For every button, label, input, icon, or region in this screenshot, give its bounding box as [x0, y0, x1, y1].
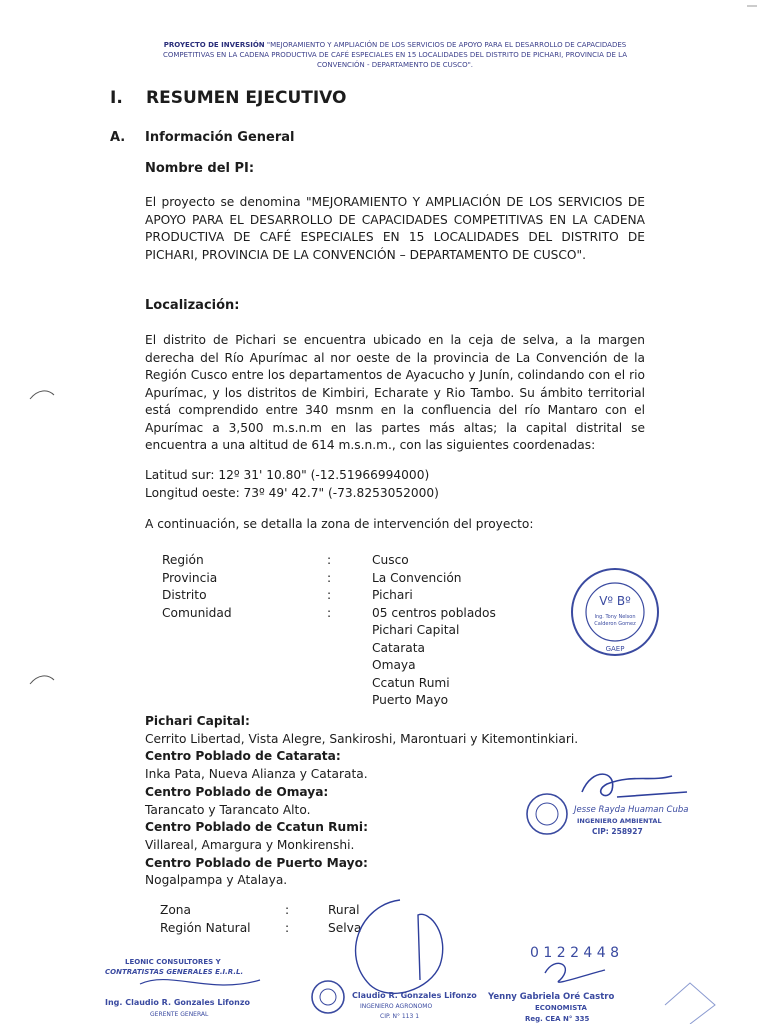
consultores-line1: LEONIC CONSULTORES Y	[125, 958, 221, 966]
centro-text: Cerrito Libertad, Vista Alegre, Sankiroshi, Marontuari y Kitemontinkiari.	[145, 731, 579, 746]
row-label	[162, 675, 327, 693]
consultores-stamp	[100, 950, 290, 1024]
localizacion-paragraph: El distrito de Pichari se encuentra ubicado en la ceja de selva, a la margen derecha del Río Apurímac al nor oeste de la provincia de La Convención de la Región Cusco entre los departamentos de Ayacucho y Junín, colindando con el rio Apurímac, y los distritos de Kimbiri, Echarate y Rio Tambo. Su ámbito territorial está comprendido entre 340 msnm en la confluencia del río Mantaro con el Apurímac a 3,500 m.s.n.m en las partes más altas; la capital distrital se encuentra a una altitud de 614 m.s.n.m., con las siguientes coordenadas:	[145, 333, 645, 452]
row-value: Catarata	[372, 640, 425, 655]
row-separator	[327, 675, 372, 693]
row-separator: :	[285, 920, 290, 935]
document-header	[150, 40, 640, 70]
header-text: "MEJORAMIENTO Y AMPLIACIÓN DE LOS SERVICIOS DE APOYO PARA EL DESARROLLO DE CAPACIDADES COMPETITIVAS EN LA CADENA PRODUCTIVA DE CAFÉ ESPECIALES EN 15 LOCALIDADES DEL DISTRITO DE PICHARI, PROVINCIA DE LA CONVENCIÓN - DEPARTAMENTO DE CUSCO".	[162, 41, 628, 69]
signature-stroke	[582, 774, 687, 797]
row-separator	[327, 657, 372, 675]
row-label: Región	[162, 553, 204, 567]
centros-poblados-list	[145, 713, 578, 890]
centro-text: Inka Pata, Nueva Alianza y Catarata.	[145, 767, 368, 782]
seal-circle	[312, 981, 344, 1013]
centro-text: Nogalpampa y Atalaya.	[145, 873, 288, 888]
ambiental-cip: CIP: 258927	[592, 827, 643, 836]
subsection-heading	[110, 130, 294, 145]
table-row	[162, 552, 552, 570]
localizacion-title: Localización:	[145, 298, 240, 313]
vb-text: Vº Bº	[599, 594, 631, 608]
centro-text: Tarancato y Tarancato Alto.	[145, 802, 311, 817]
header-prefix: PROYECTO DE INVERSIÓN	[163, 41, 265, 49]
row-value: Cusco	[372, 553, 409, 567]
table-row	[162, 692, 552, 710]
centro-text: Villareal, Amargura y Monkirenshi.	[145, 837, 355, 852]
signature-stroke	[545, 963, 605, 982]
row-separator	[327, 640, 372, 658]
signature-stroke	[356, 900, 443, 993]
margin-mark-icon	[28, 385, 58, 405]
row-separator	[327, 622, 372, 640]
subsection-title: Información General	[145, 130, 295, 145]
table-row	[162, 605, 552, 623]
longitud-line: Longitud oeste: 73º 49' 42.7" (-73.8253052000)	[145, 486, 439, 500]
corner-dash-icon	[745, 2, 759, 10]
row-separator: :	[327, 605, 332, 620]
row-value: Selva	[328, 920, 362, 935]
row-label: Zona	[160, 903, 191, 917]
subsection-letter: A.	[110, 130, 126, 145]
row-separator: :	[327, 588, 332, 602]
agronomo-role: INGENIERO AGRONOMO	[360, 1003, 433, 1010]
centro-title: Centro Poblado de Omaya:	[145, 784, 329, 799]
row-label	[162, 692, 327, 710]
row-value: Puerto Mayo	[372, 693, 449, 707]
agronomo-signature-stamp	[300, 895, 480, 1024]
nombre-title: Nombre del PI:	[145, 161, 255, 176]
row-value: Pichari	[372, 588, 413, 602]
economista-name: Yenny Gabriela Oré Castro	[488, 992, 615, 1002]
vb-line: Ing. Tony Nelson	[594, 614, 636, 620]
agronomo-name: Claudio R. Gonzales Lifonzo	[352, 991, 477, 1000]
row-label	[162, 640, 327, 658]
row-separator: :	[327, 553, 332, 567]
page-corner-mark-icon	[660, 975, 720, 1024]
row-separator: :	[327, 570, 332, 585]
row-label: Distrito	[162, 588, 207, 602]
table-row	[162, 570, 552, 588]
ambiental-role: INGENIERO AMBIENTAL	[577, 817, 662, 825]
section-title: RESUMEN EJECUTIVO	[146, 88, 347, 108]
row-label: Provincia	[162, 570, 218, 585]
intervencion-intro: A continuación, se detalla la zona de intervención del proyecto:	[145, 517, 534, 531]
table-row	[162, 657, 552, 675]
agronomo-cip: CIP. N° 113 1	[380, 1013, 420, 1020]
table-row	[162, 675, 552, 693]
row-label	[162, 622, 327, 640]
row-value: La Convención	[372, 570, 462, 585]
economista-signature-stamp	[485, 925, 675, 1024]
latitud-line: Latitud sur: 12º 31' 10.80" (-12.51966994000)	[145, 468, 430, 482]
row-label	[162, 657, 327, 675]
section-number: I.	[110, 88, 123, 108]
consultores-line2: CONTRATISTAS GENERALES E.I.R.L.	[105, 968, 244, 976]
row-value: Ccatun Rumi	[372, 675, 450, 690]
centro-title: Centro Poblado de Puerto Mayo:	[145, 855, 368, 870]
table-row	[162, 587, 552, 605]
margin-mark-icon	[28, 670, 58, 690]
row-label: Comunidad	[162, 605, 232, 620]
centro-title: Centro Poblado de Catarata:	[145, 749, 341, 764]
signature-stroke	[140, 980, 260, 985]
row-value: 05 centros poblados	[372, 605, 496, 620]
section-heading	[110, 88, 347, 108]
centro-title: Pichari Capital:	[145, 714, 250, 728]
ambiental-signature-stamp	[522, 762, 697, 847]
nombre-paragraph: El proyecto se denomina "MEJORAMIENTO Y AMPLIACIÓN DE LOS SERVICIOS DE APOYO PARA EL DESARROLLO DE CAPACIDADES COMPETITIVAS EN LA CADENA PRODUCTIVA DE CAFÉ ESPECIALES EN 15 LOCALIDADES DEL DISTRITO DE PICHARI, PROVINCIA DE LA CONVENCIÓN – DEPARTAMENTO DE CUSCO".	[145, 195, 645, 262]
row-label: Región Natural	[160, 920, 251, 935]
economista-reg: Reg. CEA N° 335	[525, 1015, 590, 1023]
row-value: Pichari Capital	[372, 623, 460, 637]
row-value: Omaya	[372, 658, 416, 672]
folio-number: 0 1 2 2 4 4 8	[530, 945, 620, 961]
row-separator: :	[285, 903, 290, 917]
gerente-name: Ing. Claudio R. Gonzales Lifonzo	[105, 998, 251, 1007]
row-separator	[327, 692, 372, 710]
table-row	[162, 640, 552, 658]
row-value: Rural	[328, 903, 360, 917]
intervencion-table	[162, 552, 552, 710]
gerente-role: GERENTE GENERAL	[150, 1011, 209, 1018]
vb-seal-stamp	[568, 565, 662, 659]
table-row	[162, 622, 552, 640]
economista-role: ECONOMISTA	[535, 1004, 587, 1012]
vb-bottom-text: GAEP	[605, 645, 625, 653]
seal-circle	[527, 794, 567, 834]
ambiental-name: Jesse Rayda Huaman Cuba	[574, 805, 689, 815]
centro-title: Centro Poblado de Ccatun Rumi:	[145, 820, 368, 835]
vb-line: Calderon Gomez	[594, 621, 636, 627]
